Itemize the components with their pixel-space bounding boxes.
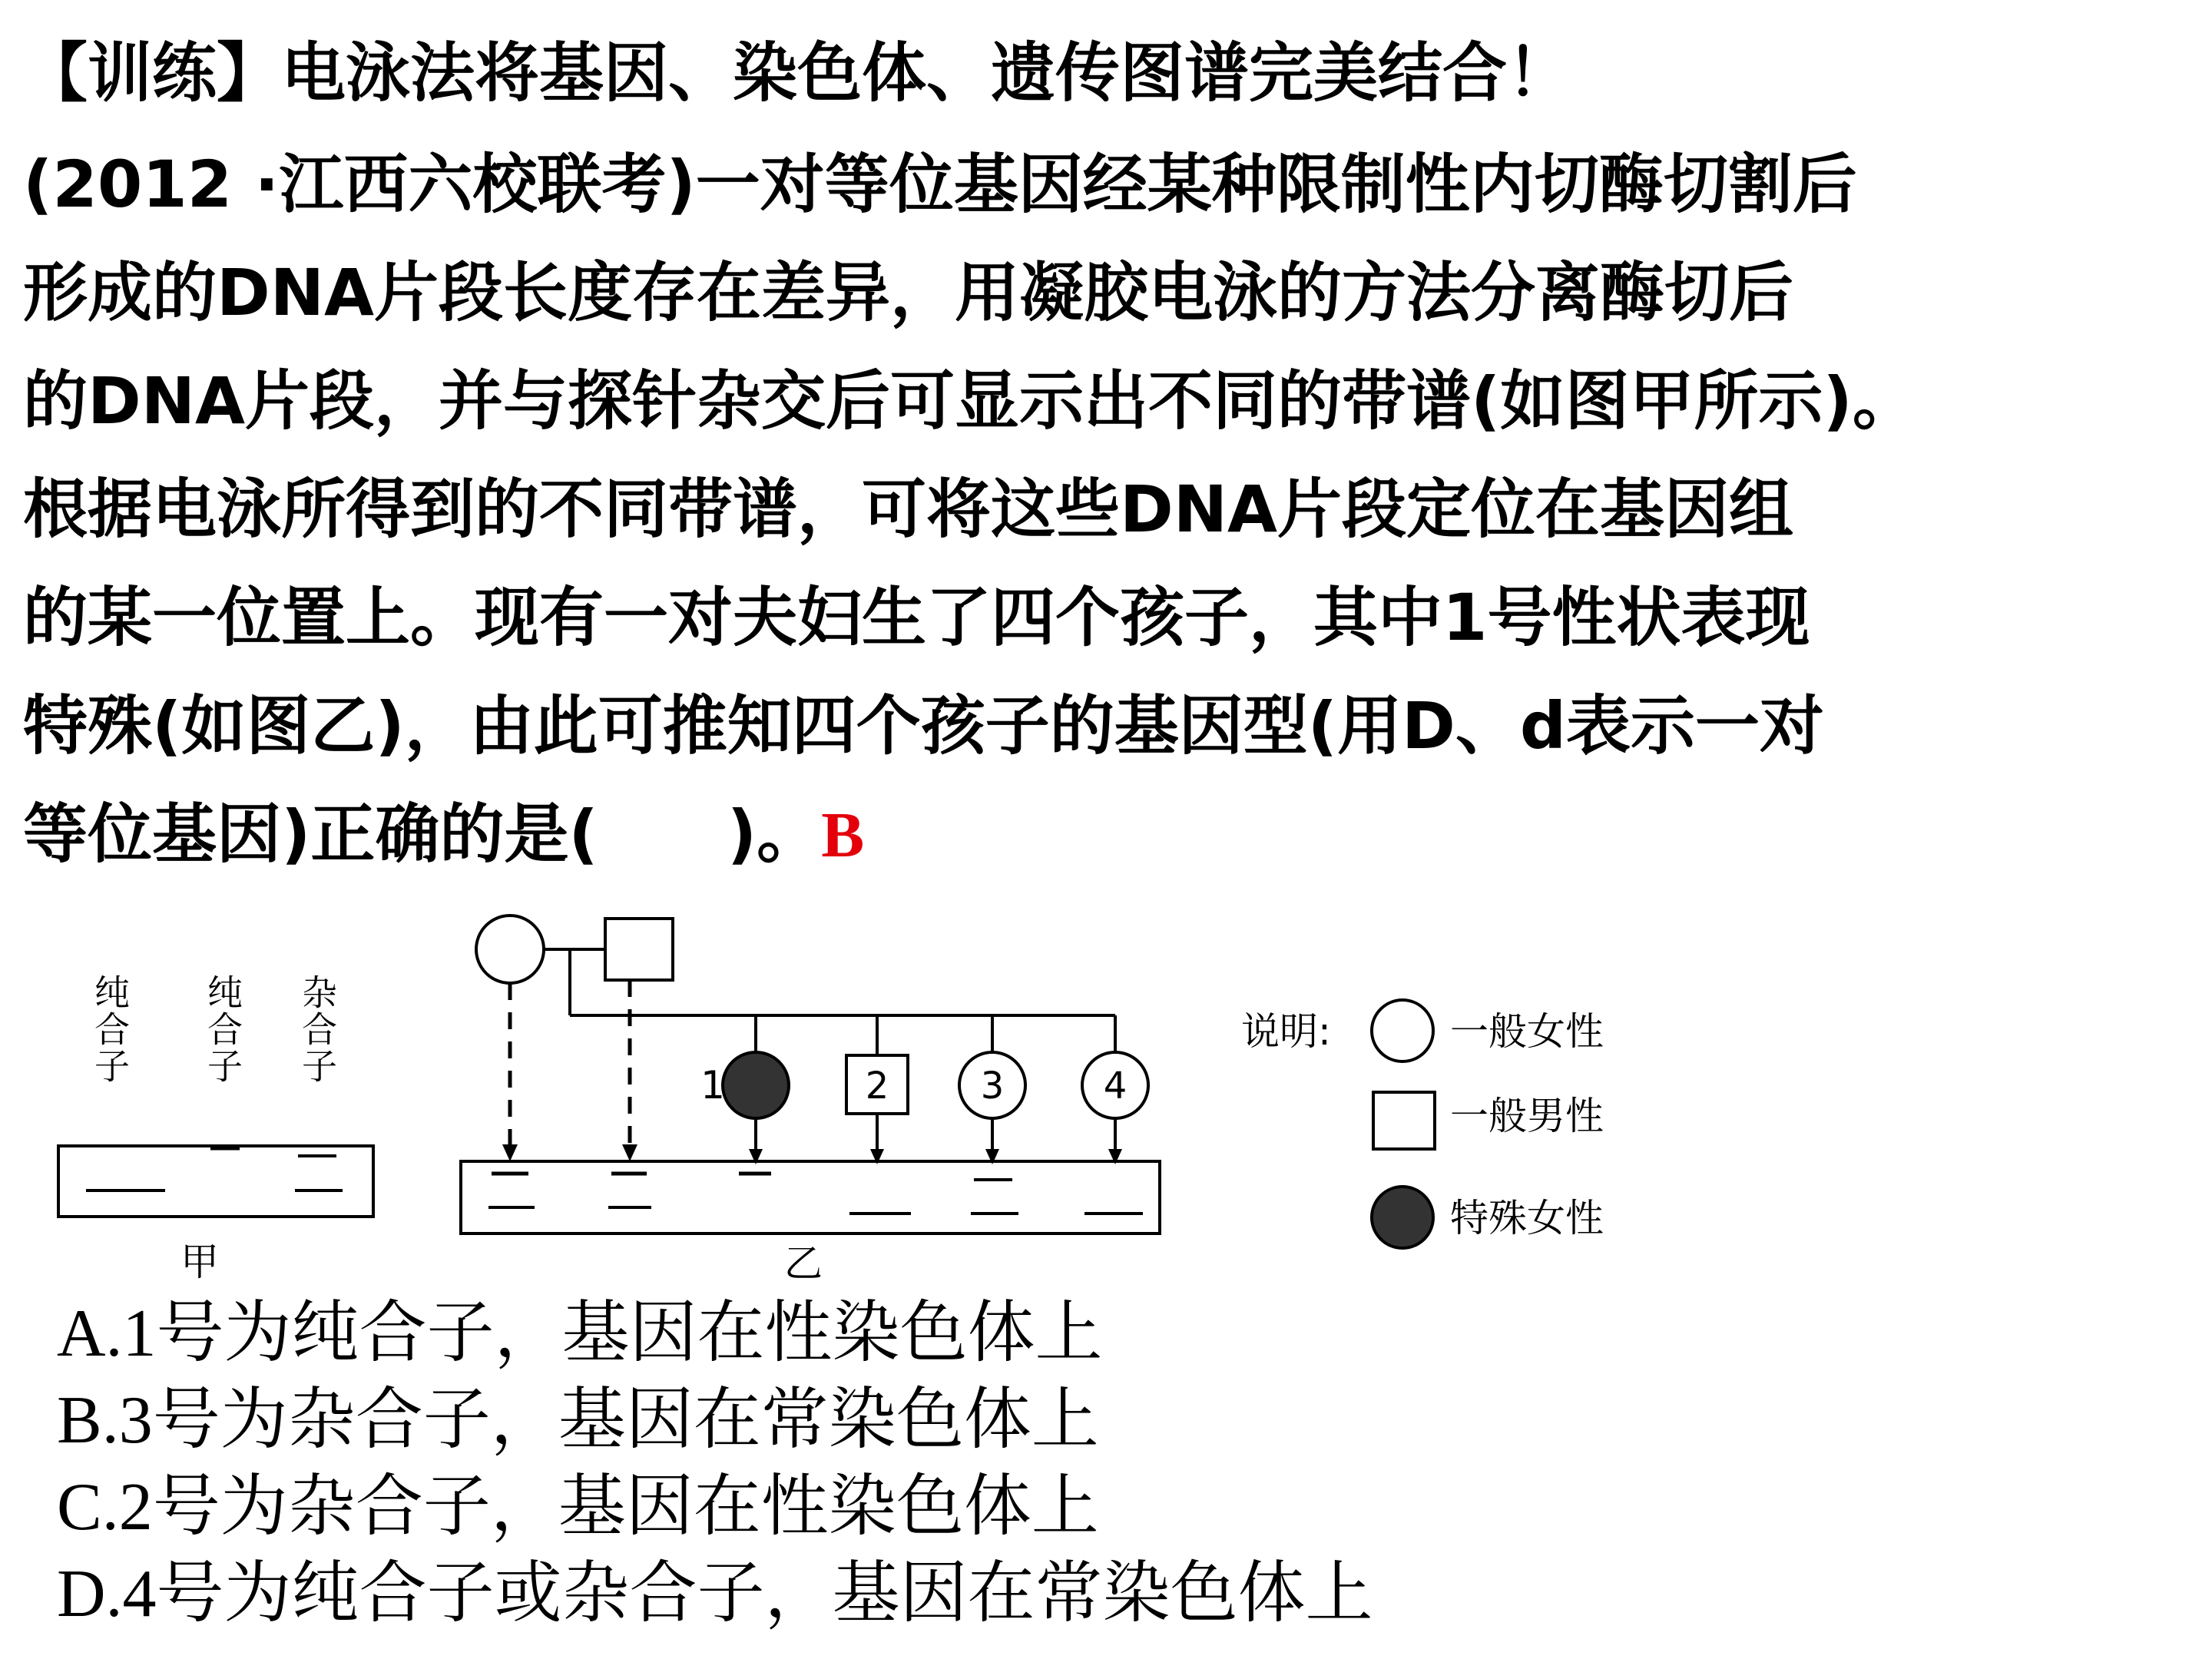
jia-header-text: 杂合子 (296, 974, 338, 1084)
jia-header-text: 纯合子 (89, 974, 131, 1084)
yi-gel-box (461, 1161, 1160, 1233)
child-1-number: 1 (700, 1063, 725, 1108)
question-line: 根据电泳所得到的不同带谱，可将这些DNA片段定位在基因组 (23, 472, 1794, 547)
question-line: 的某一位置上。现有一对夫妇生了四个孩子，其中1号性状表现 (23, 580, 1810, 655)
legend-normal-male-label: 一般男性 (1450, 1094, 1604, 1138)
father-symbol (605, 919, 673, 980)
answer-options (57, 1290, 1373, 1637)
child-3-number: 3 (980, 1065, 1005, 1108)
jia-header-text: 纯合子 (202, 974, 243, 1084)
option-b: B.3号为杂合子，基因在常染色体上 (57, 1383, 1099, 1458)
question-last-line (23, 780, 2174, 889)
arrow-head (502, 1144, 518, 1161)
child-2-number: 2 (865, 1065, 889, 1108)
legend-special-female-label: 特殊女性 (1450, 1196, 1604, 1240)
question-line: 形成的DNA片段长度存在差异，用凝胶电泳的方法分离酶切后 (23, 255, 1794, 330)
legend (1241, 1000, 1604, 1248)
legend-normal-female-symbol (1372, 1000, 1433, 1061)
page-title: 【训练】电泳法将基因、染色体、遗传图谱完美结合！ (23, 35, 1572, 111)
jia-header-3 (296, 974, 338, 1084)
jia-header-1 (89, 974, 131, 1084)
question-line: (2012 ·江西六校联考)一对等位基因经某种限制性内切酶切割后 (23, 147, 1857, 222)
question-line: 的DNA片段，并与探针杂交后可显示出不同的带谱(如图甲所示)。 (23, 363, 1917, 439)
figure-jia (58, 974, 373, 1284)
question-text (23, 131, 2174, 889)
genetics-figure (0, 876, 2212, 1306)
option-d: D.4号为纯合子或杂合子，基因在常染色体上 (57, 1557, 1373, 1631)
legend-normal-male-symbol (1373, 1092, 1435, 1149)
yi-label: 乙 (784, 1241, 823, 1286)
answer-label: B (821, 800, 865, 871)
legend-title: 说明: (1241, 1009, 1331, 1054)
option-a: A.1号为纯合子，基因在性染色体上 (57, 1296, 1103, 1371)
option-c: C.2号为杂合子，基因在性染色体上 (57, 1470, 1099, 1545)
question-line: 特殊(如图乙)，由此可推知四个孩子的基因型(用D、d表示一对 (23, 688, 1825, 763)
figure-yi (461, 916, 1160, 1286)
jia-label: 甲 (180, 1240, 219, 1284)
child-4-number: 4 (1103, 1065, 1128, 1108)
legend-normal-female-label: 一般女性 (1450, 1009, 1604, 1054)
question-line: 等位基因)正确的是( )。 (23, 796, 822, 872)
arrow-head (622, 1144, 637, 1161)
legend-special-female-symbol (1372, 1187, 1433, 1248)
jia-header-2 (202, 974, 243, 1084)
child-1-symbol (723, 1052, 789, 1118)
mother-symbol (476, 916, 544, 983)
